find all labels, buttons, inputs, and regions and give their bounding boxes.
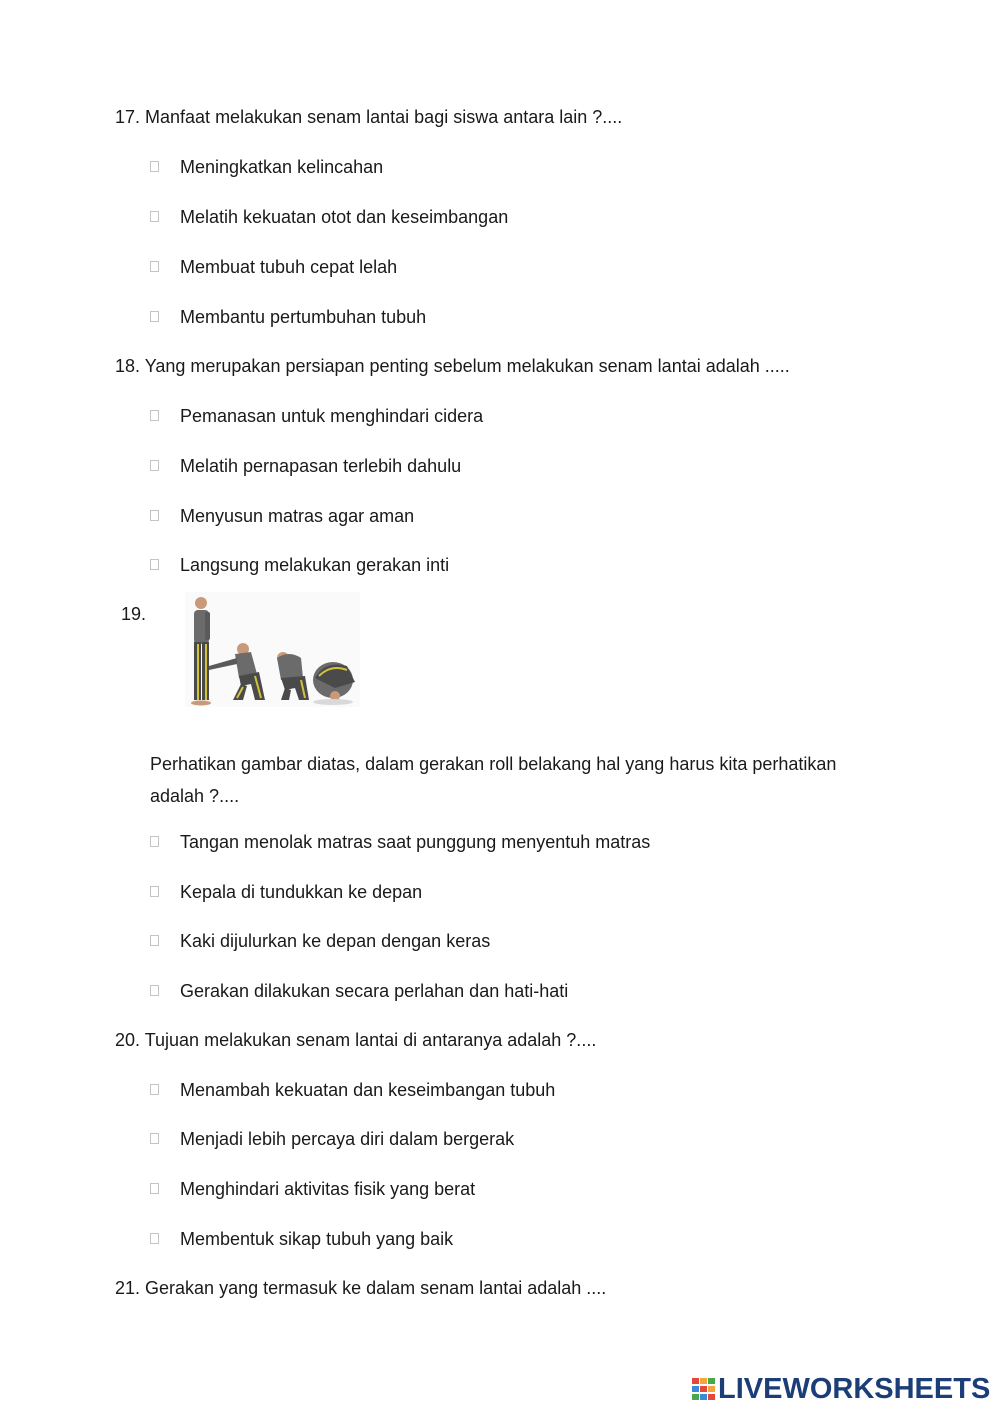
checkbox[interactable] (150, 261, 159, 272)
checkbox[interactable] (150, 510, 159, 521)
checkbox[interactable] (150, 985, 159, 996)
question-20-text: 20. Tujuan melakukan senam lantai di antaranya adalah ?.... (115, 1030, 597, 1050)
checkbox[interactable] (150, 211, 159, 222)
question-17-text: 17. Manfaat melakukan senam lantai bagi siswa antara lain ?.... (115, 107, 623, 127)
question-19-number: 19. (121, 604, 147, 624)
checkbox[interactable] (150, 460, 159, 471)
question-18-text: 18. Yang merupakan persiapan penting sebelum melakukan senam lantai adalah ..... (115, 356, 790, 376)
checkbox[interactable] (150, 836, 159, 847)
liveworksheets-logo (692, 1372, 992, 1406)
logo-mark-icon (692, 1378, 716, 1400)
checkbox[interactable] (150, 1133, 159, 1144)
checkbox[interactable] (150, 559, 159, 570)
logo-text: LIVEWORKSHEETS (718, 1373, 991, 1405)
checkbox[interactable] (150, 410, 159, 421)
checkbox[interactable] (150, 161, 159, 172)
backward-roll-illustration-icon (185, 592, 360, 707)
checkbox[interactable] (150, 311, 159, 322)
question-21-text: 21. Gerakan yang termasuk ke dalam senam lantai adalah .... (115, 1278, 607, 1298)
question-19-text: Perhatikan gambar diatas, dalam gerakan roll belakang hal yang harus kita perhatikan adalah ?.... (150, 754, 837, 806)
checkbox[interactable] (150, 1183, 159, 1194)
checkbox[interactable] (150, 1233, 159, 1244)
checkbox[interactable] (150, 886, 159, 897)
checkbox[interactable] (150, 935, 159, 946)
checkbox[interactable] (150, 1084, 159, 1095)
